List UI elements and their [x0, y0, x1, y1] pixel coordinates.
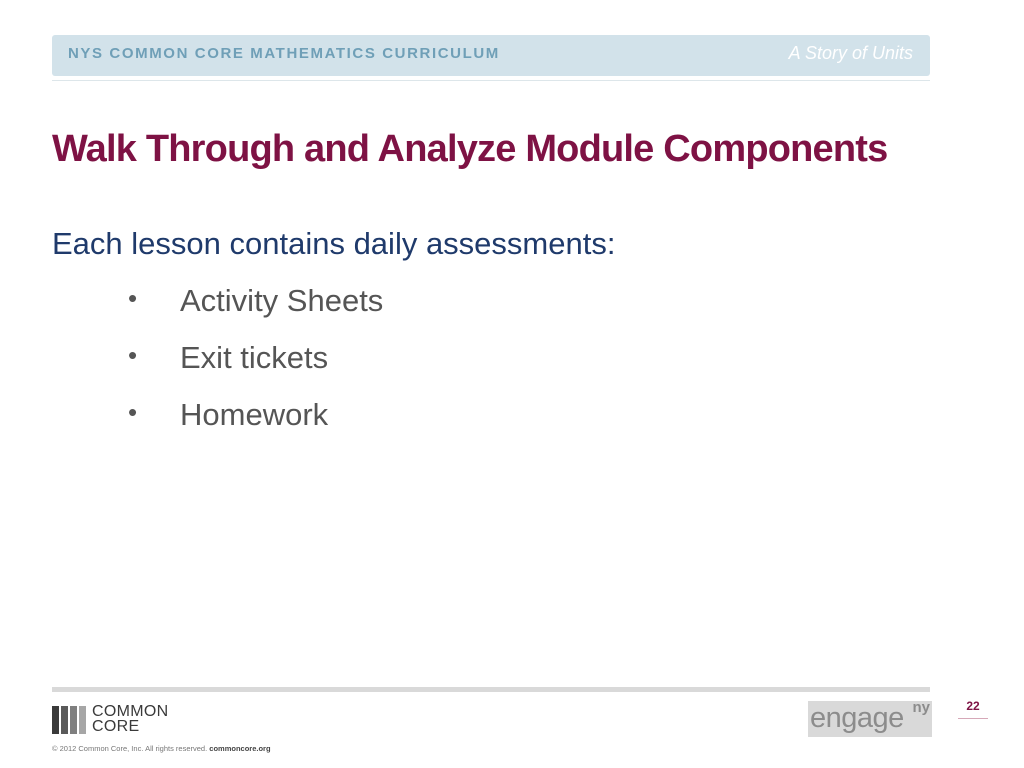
slide-title: Walk Through and Analyze Module Components — [52, 128, 888, 170]
page-number: 22 — [966, 699, 980, 713]
logo-line-1: COMMON — [92, 703, 169, 720]
common-core-bars-icon — [52, 706, 86, 734]
copyright-notice — [52, 744, 271, 753]
header-divider — [52, 80, 930, 81]
engage-logo-superscript: ny — [912, 699, 930, 716]
story-title: A Story of Units — [788, 43, 913, 63]
bullet-text: Activity Sheets — [180, 283, 384, 318]
bullet-icon: • — [128, 340, 138, 370]
engage-ny-logo — [808, 701, 932, 737]
copyright-text: © 2012 Common Core, Inc. All rights reserved. — [52, 744, 208, 753]
header-bar — [52, 35, 930, 76]
engage-logo-text: engage — [810, 702, 904, 734]
slide-intro: Each lesson contains daily assessments: — [52, 226, 616, 261]
bullet-text: Homework — [180, 397, 329, 432]
commoncore-link[interactable]: commoncore.org — [209, 744, 271, 753]
footer-divider — [52, 687, 930, 692]
bullet-icon: • — [128, 283, 138, 313]
curriculum-title: NYS COMMON CORE MATHEMATICS CURRICULUM — [68, 45, 500, 62]
common-core-logo-text — [92, 704, 168, 734]
bullet-icon: • — [128, 397, 138, 427]
page-number-underline — [958, 718, 988, 719]
bullet-text: Exit tickets — [180, 340, 329, 375]
logo-line-2: CORE — [92, 718, 140, 735]
